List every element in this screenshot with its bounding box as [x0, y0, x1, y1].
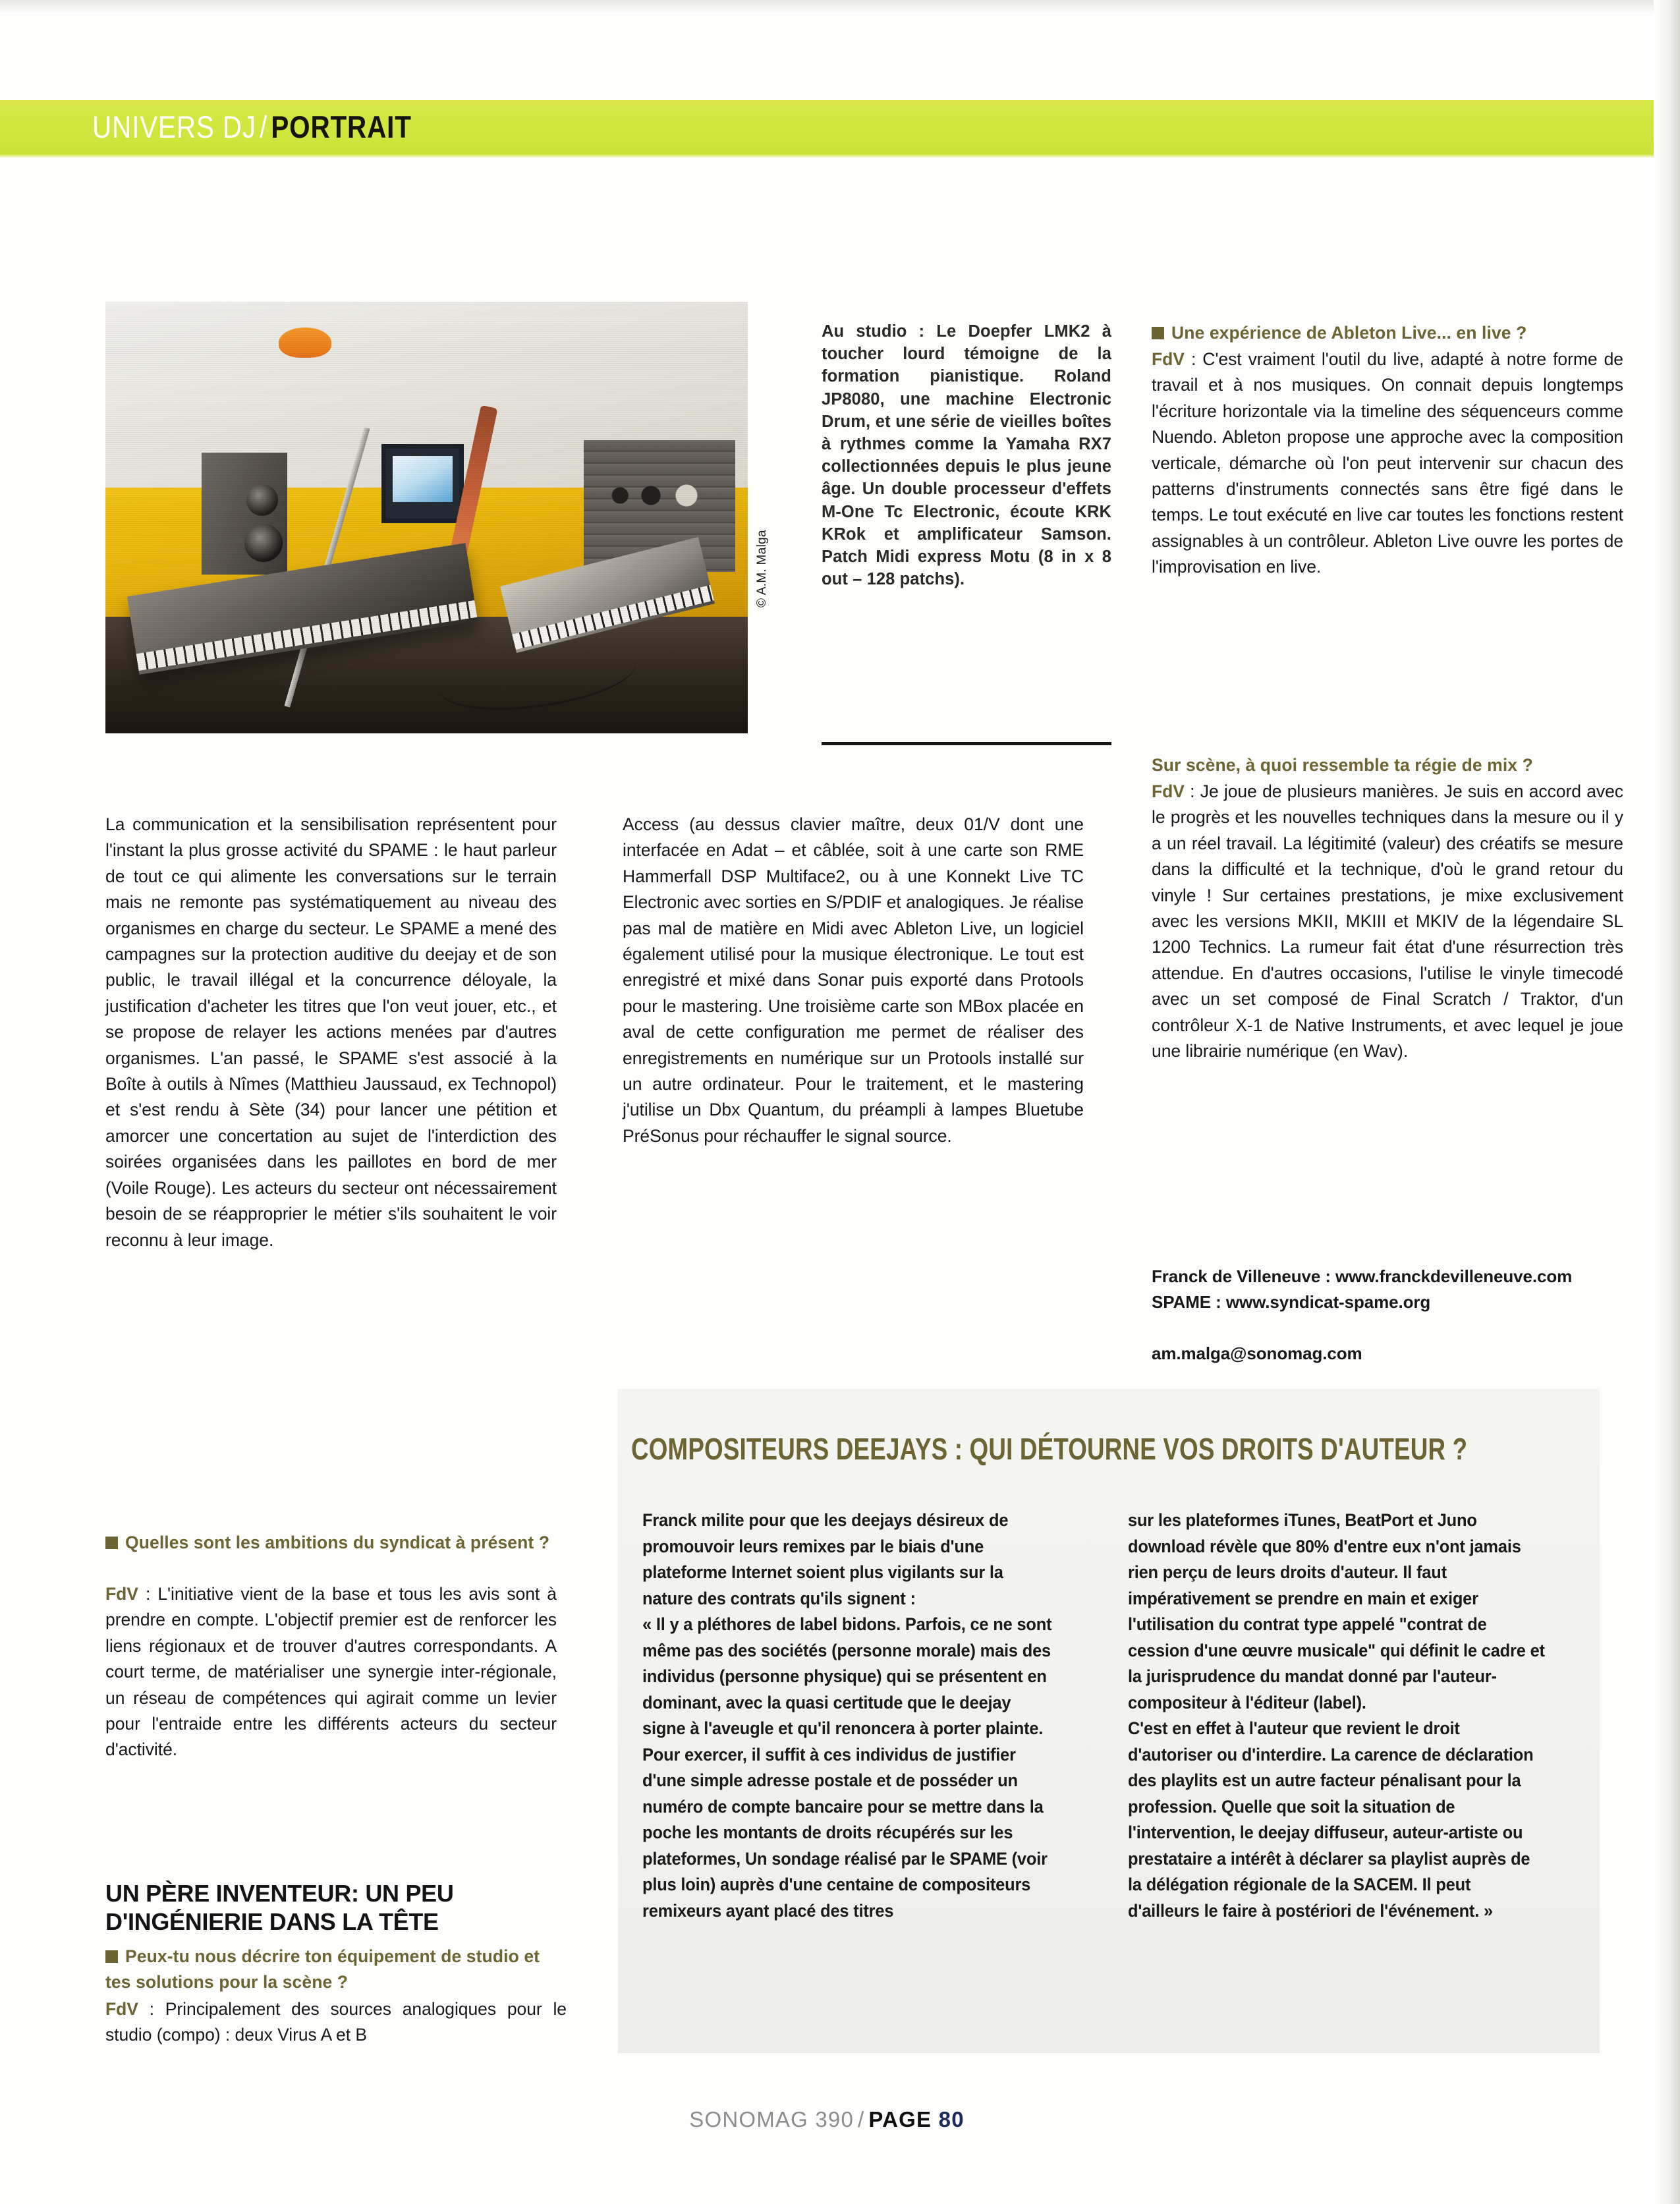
speaker-label: FdV: [1152, 781, 1185, 801]
contact-spame[interactable]: SPAME : www.syndicat-spame.org: [1152, 1292, 1431, 1312]
breadcrumb-section: UNIVERS DJ: [92, 109, 256, 144]
page-footer: [0, 2107, 1654, 2132]
left-column-answer-1: [105, 1581, 557, 1763]
left-column-answer-2-text: : Principalement des sources analogiques pour le studio (compo) : deux Virus A et B: [105, 1999, 567, 2045]
photo-grain-overlay: [105, 302, 748, 733]
footer-magazine: SONOMAG 390: [689, 2107, 854, 2132]
paper-edge-top: [0, 0, 1680, 14]
left-column-intro: [105, 812, 557, 1253]
square-bullet-icon: [105, 1537, 118, 1549]
question-heading-regie-mix-text: Sur scène, à quoi ressemble ta régie de mix ?: [1152, 755, 1533, 775]
question-heading-ableton-text: Une expérience de Ableton Live... en live ?: [1171, 323, 1527, 343]
question-heading-ableton: [1152, 320, 1623, 346]
question-heading-ambitions-text: Quelles sont les ambitions du syndicat à présent ?: [125, 1533, 550, 1552]
contact-franck[interactable]: Franck de Villeneuve : www.franckdevilleneuve.com: [1152, 1266, 1573, 1286]
question-heading-ambitions: [105, 1530, 557, 1556]
mid-column-text: [623, 812, 1084, 1149]
left-column-answer-2: [105, 1996, 567, 2049]
breadcrumb-kind: PORTRAIT: [271, 109, 412, 144]
footer-page-label: PAGE: [868, 2107, 932, 2132]
studio-photo: [105, 302, 748, 733]
contact-email[interactable]: am.malga@sonomag.com: [1152, 1343, 1362, 1363]
question-heading-equipement-text: Peux-tu nous décrire ton équipement de studio et tes solutions pour la scène ?: [105, 1946, 540, 1992]
speaker-label: FdV: [105, 1999, 138, 2019]
question-heading-regie-mix: [1152, 752, 1623, 778]
sidebar-box-title: COMPOSITEURS DEEJAYS : QUI DÉTOURNE VOS DROITS D'AUTEUR ?: [631, 1432, 1468, 1466]
caption-rule: [822, 742, 1111, 745]
right-column-answer-2: [1152, 779, 1623, 1064]
sidebar-box-column-right: sur les plateformes iTunes, BeatPort et Juno download révèle que 80% d'entre eux n'ont jamais rien perçu de leurs droits d'auteur. Il faut impérativement se prendre en main et exiger l'utilisation du contrat type appelé "contrat de cession d'une œuvre musicale" qui définit le cadre et la jurisprudence du mandat donné par l'auteur-compositeur à l'éditeur (label). C'est en effet à l'auteur que revient le droit d'autoriser ou d'interdire. La carence de déclaration des playlits est un autre facteur pénalisant pour la profession. Quelle que soit la situation de l'intervention, le deejay diffuseur, auteur-artiste ou prestataire a intérêt à déclarer sa playlist auprès de la délégation régionale de la SACEM. Il peut d'ailleurs le faire à postériori de l'événement. »: [1128, 1510, 1545, 1921]
speaker-label: FdV: [1152, 349, 1185, 369]
photo-credit: © A.M. Malga: [755, 530, 769, 608]
left-column-intro-text: La communication et la sensibilisation représentent pour l'instant la plus grosse activité du SPAME : le haut parleur de tout ce qui alimente les conversations sur le terrain mais ne remonte pas systématiquement au niveau des organismes en charge du secteur. Le SPAME a mené des campagnes sur la protection auditive du deejay et de son public, le travail illégal et la concurrence déloyale, la justification d'acheter les titres que l'on veut jouer, etc., et se propose de relayer les actions menées par d'autres organismes. L'an passé, le SPAME s'est associé à la Boîte à outils à Nîmes (Matthieu Jaussaud, ex Technopol) et s'est rendu à Sète (34) pour lancer une pétition et amorcer une concertation au sujet de l'interdiction des soirées organisées dans les paillotes en bord de mer (Voile Rouge). Les acteurs du secteur ont nécessairement besoin de se réapproprier le métier s'ils souhaitent le voir reconnu à leur image.: [105, 814, 557, 1250]
paper-edge-right: [1654, 0, 1680, 2204]
left-column-answer-1-text: : L'initiative vient de la base et tous les avis sont à prendre en compte. L'objectif premier est de renforcer les liens régionaux et de trouver d'autres correspondants. A court terme, de matérialiser une synergie inter-régionale, un réseau de compétences qui agirait comme un levier pour l'entraide entre les différents acteurs du secteur d'activité.: [105, 1584, 557, 1760]
section-heading-pere-inventeur: UN PÈRE INVENTEUR: UN PEU D'INGÉNIERIE DANS LA TÊTE: [105, 1880, 454, 1935]
square-bullet-icon: [105, 1950, 118, 1963]
mid-column-text-body: Access (au dessus clavier maître, deux 01/V dont une interfacée en Adat – et câblée, soit à une carte son RME Hammerfall DSP Multiface2, ou à une Konnekt Live TC Electronic avec sorties en S/PDIF et analogiques. Je réalise pas mal de matière en Midi avec Ableton Live, un logiciel également utilisé pour la musique électronique. Le tout est enregistré et mixé dans Sonar puis exporté dans Protools pour le mastering. Une troisième carte son MBox placée en aval de cette configuration me permet de réaliser des enregistrements en numérique sur un Protools installé sur un autre ordinateur. Pour le traitement, et le mastering j'utilise un Dbx Quantum, du préampli à lampes Bluetube PréSonus pour réchauffer le signal source.: [623, 814, 1084, 1146]
right-column-answer-1-text: : C'est vraiment l'outil du live, adapté à notre forme de travail et à nos musiques. On connait depuis longtemps l'écriture horizontale via la timeline des séquenceurs comme Nuendo. Ableton propose une approche avec la composition verticale, démarche où l'on peut intervenir sur chacun des patterns d'instruments connectés sans être figé dans le temps. Le tout exécuté en live car toutes les fonctions restent assignables à un contrôleur. Ableton Live ouvre les portes de l'improvisation en live.: [1152, 349, 1623, 577]
breadcrumb: [92, 107, 412, 148]
footer-page-number: 80: [938, 2107, 965, 2132]
square-bullet-icon: [1152, 327, 1164, 339]
question-heading-equipement: [105, 1944, 567, 1996]
right-column-answer-2-text: : Je joue de plusieurs manières. Je suis en accord avec le progrès et les nouvelles techniques dans la mesure ou il y a un réel travail. La légitimité (valeur) des créatifs se mesure dans la difficulté et la technique, d'où le grand retour du vinyle ! Sur certaines prestations, je mixe exclusivement avec les versions MKII, MKIII et MKIV de la légendaire SL 1200 Technics. La rumeur fait état d'une résurrection très attendue. En d'autres occasions, l'utilise le vinyle timecodé avec un set composé de Final Scratch / Traktor, d'un contrôleur X-1 de Native Instruments, et avec lequel je joue une librairie numérique (en Wav).: [1152, 781, 1623, 1061]
photo-caption: Au studio : Le Doepfer LMK2 à toucher lourd témoigne de la formation pianistique. Roland JP8080, une machine Electronic Drum, et une série de vieilles boîtes à rythmes comme la Yamaha RX7 collectionnées depuis le plus jeune âge. Un double processeur d'effets M-One Tc Electronic, écoute KRK KRok et amplificateur Samson. Patch Midi express Motu (8 in x 8 out – 128 patchs).: [822, 322, 1111, 589]
right-column-answer-1: [1152, 347, 1623, 580]
footer-separator: /: [858, 2107, 865, 2132]
speaker-label: FdV: [105, 1584, 138, 1604]
sidebar-box-column-left: Franck milite pour que les deejays désireux de promouvoir leurs remixes par le biais d'une plateforme Internet soient plus vigilants sur la nature des contrats qu'ils signent : « Il y a pléthores de label bidons. Parfois, ce ne sont même pas des sociétés (personne morale) mais des individus (personne physique) qui se présentent en dominant, avec la quasi certitude que le deejay signe à l'aveugle et qu'il renoncera à porter plainte. Pour exercer, il suffit à ces individus de justifier d'une simple adresse postale et de posséder un numéro de compte bancaire pour se mettre dans la poche les montants de droits récupérés sur les plateformes, Un sondage réalisé par le SPAME (voir plus loin) auprès d'une centaine de compositeurs remixeurs ayant placé des titres: [642, 1510, 1052, 1921]
breadcrumb-separator: /: [260, 109, 268, 144]
